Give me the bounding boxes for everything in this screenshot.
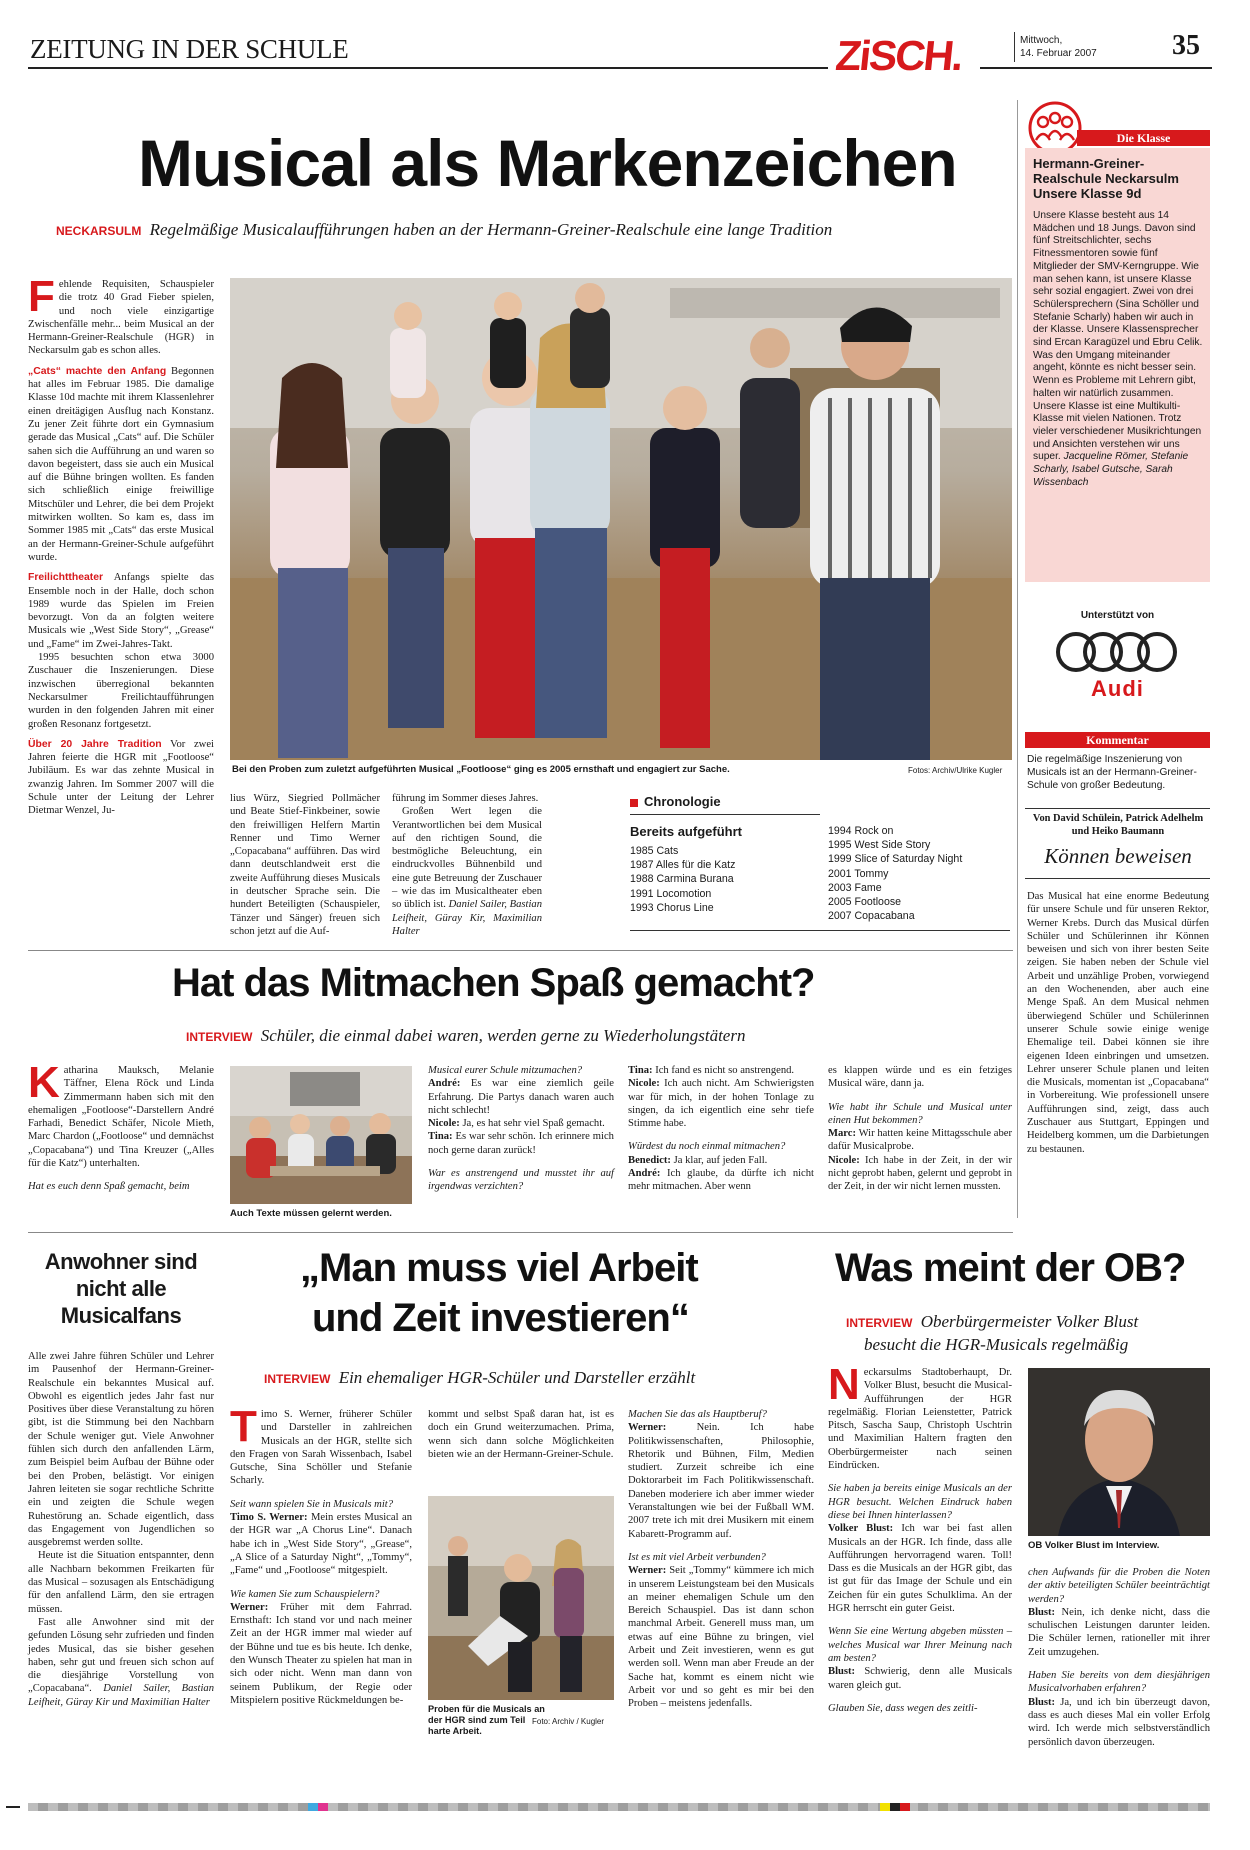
ob-photo-caption: OB Volker Blust im Interview. bbox=[1028, 1540, 1160, 1551]
chronologie-item: 1987 Alles für die Katz bbox=[630, 859, 736, 872]
chronologie-item: 2007 Copacabana bbox=[828, 910, 915, 923]
students-illustration bbox=[230, 1066, 412, 1204]
main-col-2 bbox=[230, 792, 380, 938]
main-photo-credit: Fotos: Archiv/Ulrike Kugler bbox=[908, 766, 1003, 775]
main-p4: 1995 besuchten schon etwa 3000 Zuschauer die Inszenierungen. Diese inzwischen überregional bekannten Neckarsulmer Freilichtaufführungen wurden in den folgenden Jahren mit einer großen Resonanz fortgesetzt. bbox=[28, 652, 214, 730]
print-bar-cyan bbox=[308, 1803, 318, 1811]
answer: Wir hatten keine Mittagsschule aber dafür Musicalprobe. bbox=[828, 1128, 1012, 1153]
print-bar-red bbox=[900, 1803, 910, 1811]
chronologie-item: 1988 Carmina Burana bbox=[630, 873, 734, 886]
ob-photo-portrait bbox=[1028, 1368, 1210, 1536]
section-rule-2 bbox=[28, 1232, 1013, 1233]
speaker: Blust: bbox=[1028, 1696, 1056, 1708]
ob-col-1 bbox=[828, 1360, 1012, 1715]
print-bar bbox=[28, 1803, 1210, 1811]
answer: Ich glaube, da dürfte ich nicht mehr mitmachen. Aber wenn bbox=[628, 1168, 814, 1193]
sponsor-label: Unterstützt von bbox=[1080, 610, 1155, 621]
speaker: Werner: bbox=[230, 1601, 269, 1613]
spass-col-3 bbox=[628, 1064, 814, 1194]
kommentar-title: Können beweisen bbox=[1044, 844, 1192, 868]
answer: Ja, es hat sehr viel Spaß gemacht. bbox=[462, 1118, 605, 1130]
speaker: Timo S. Werner: bbox=[230, 1512, 308, 1524]
arbeit-col-1 bbox=[230, 1402, 413, 1707]
spass-col-1 bbox=[28, 1058, 214, 1194]
arbeit-q1: Seit wann spielen Sie in Musicals mit? bbox=[230, 1498, 394, 1510]
section-title: ZEITUNG IN DER SCHULE bbox=[30, 34, 349, 64]
chronologie-title: Chronologie bbox=[644, 794, 721, 809]
chronologie-bottom-rule bbox=[630, 930, 1010, 931]
ob-headline: Was meint der OB? bbox=[835, 1246, 1186, 1290]
masthead-rule bbox=[28, 67, 828, 69]
speaker: André: bbox=[428, 1078, 461, 1090]
main-subheadline bbox=[56, 220, 832, 240]
anwohner-headline: Anwohner sind nicht alle Musicalfans bbox=[44, 1249, 198, 1328]
main-p7: führung im Sommer dieses Jahres. bbox=[392, 793, 539, 804]
chronologie-item: 2005 Footloose bbox=[828, 896, 902, 909]
anwohner-text bbox=[28, 1350, 214, 1709]
spass-sub-text: Schüler, die einmal dabei waren, werden gerne zu Wiederholungstätern bbox=[260, 1026, 746, 1045]
spass-col-4 bbox=[828, 1064, 1012, 1194]
answer: Mein erstes Musical an der HGR war „A Chorus Line“. Danach habe ich in „West Side Story“, „Grease“, „A Slice of a Saturday Night“, „Tommy“, „Fame“ und „Footloose“ mitgespielt. bbox=[230, 1512, 413, 1577]
anwohner-authors: Daniel Sailer, Bastian Leifheit, Güray Kir und Maximilian Halter bbox=[28, 1683, 215, 1708]
speaker: Marc: bbox=[828, 1128, 857, 1140]
answer: Ich fand es nicht so anstrengend. bbox=[655, 1065, 795, 1076]
spass-c3-q: Würdest du noch einmal mitmachen? bbox=[628, 1141, 786, 1153]
ob-q1: Sie haben ja bereits einige Musicals an der HGR besucht. Welchen Eindruck haben diese bei Ihnen hinterlassen? bbox=[828, 1483, 1012, 1521]
chronologie-item: 1993 Chorus Line bbox=[630, 901, 714, 914]
main-photo-caption: Bei den Proben zum zuletzt aufgeführten Musical „Footloose“ ging es 2005 ernsthaft und engagiert zur Sache. bbox=[232, 764, 730, 775]
spass-intro: atharina Mauksch, Melanie Täffner, Elena Röck und Linda Zimmermann haben sich mit den ehemaligen „Footloose“-Darstellern André Farhadi, Benedict Schäfer, Nicole Mieth, Marc Chardon („Footloose“ und demnächst „Copacabana“) und Tina Kreuzer („Alles für die Katz“) unterhalten. bbox=[28, 1065, 214, 1170]
main-p5: Vor zwei Jahren feierte die HGR mit „Footloose“ Jubiläum. Es war das zehnte Musical in zwanzig Jahren. Im Sommer 2007 will die Schule unter der Leitung der Lehrer Dietmar Wenzel, Ju- bbox=[28, 738, 214, 817]
anwohner-p2: Heute ist die Situation entspannter, denn alle Nachbarn bekommen Freikarten für das Musical – sozusagen als Entschädigung für den anfallend Lärm, den sie ertragen müssen. bbox=[28, 1550, 214, 1615]
date-divider bbox=[1014, 32, 1015, 62]
chronologie-item: 1994 Rock on bbox=[828, 825, 894, 837]
spass-c2-q: Musical eurer Schule mitzumachen? bbox=[428, 1065, 583, 1076]
audi-rings-icon bbox=[1052, 627, 1182, 677]
main-p3: Anfangs spielte das Ensemble noch in der Halle, doch schon 1989 wurde das Spielen im Freien bevorzugt. Von da an folgten weitere Musicals wie „West Side Story“, „Grease“ und „Fame“ im Zwei-Jahres-Takt. bbox=[28, 572, 214, 650]
speaker: Nicole: bbox=[828, 1154, 860, 1166]
arbeit-headline-2: und Zeit investieren“ bbox=[312, 1296, 689, 1340]
dancers-illustration bbox=[230, 278, 1012, 760]
main-h3: Freilichttheater bbox=[28, 572, 104, 584]
arbeit-col-3 bbox=[628, 1408, 814, 1711]
answer: Ja, und ich bin überzeugt davon, dass es auch dieses Mal ein voller Erfolg wird. Ich werde mich selbstverständlich persönlich davon überzeugen. bbox=[1028, 1696, 1210, 1748]
answer: Nein, ich denke nicht, dass die schulischen Leistungen darunter leiden. Die Schüler lernen, rationeller mit ihrer Zeit umzugehen. bbox=[1028, 1606, 1210, 1658]
ob-subheadline-1 bbox=[846, 1312, 1138, 1332]
speaker: Volker Blust: bbox=[828, 1523, 894, 1535]
ob-c2-q: chen Aufwands für die Proben die Noten der aktiv beteiligten Schüler beeinträchtigt werden? bbox=[1028, 1567, 1210, 1605]
speaker: Tina: bbox=[428, 1131, 453, 1143]
ob-intro: eckarsulms Stadtoberhaupt, Dr. Volker Blust, besucht die Musical-Aufführungen der HGR regelmäßig. Florian Leienstetter, Patrick Pitsch, Sascha Saup, Christoph Uschtrin und Maximilian Haltern fragten den Oberbürgermeister nach seinen Eindrücken. bbox=[828, 1367, 1012, 1472]
arbeit-dropcap: T bbox=[230, 1402, 257, 1451]
main-sub-text: Regelmäßige Musicalaufführungen haben an der Hermann-Greiner-Realschule eine lange Tradition bbox=[149, 220, 833, 239]
arbeit-q3: Machen Sie das als Hauptberuf? bbox=[628, 1409, 767, 1420]
klasse-title: Hermann-Greiner-Realschule Neckarsulm Unsere Klasse 9d bbox=[1033, 156, 1179, 201]
chronologie-item: 1985 Cats bbox=[630, 845, 679, 857]
crop-mark bbox=[6, 1806, 20, 1808]
column-rule bbox=[1017, 100, 1018, 1218]
kommentar-rule-2 bbox=[1025, 878, 1210, 879]
main-photo-footloose bbox=[230, 278, 1012, 760]
answer: Früher mit dem Fahrrad. Ernsthaft: Ich stand vor und nach meiner Zeit an der HGR immer mal wieder auf der Bühne und tue es bis heute. Ich denke, den Wunsch Theater zu spielen hat man in sich oder nicht. Wenn man dann von seinem Publikum, der Regie oder Mitspielern positive Rückmeldungen be- bbox=[230, 1601, 412, 1706]
issue-day: Mittwoch, bbox=[1020, 35, 1063, 46]
main-col-3 bbox=[392, 792, 542, 938]
main-kicker: NECKARSULM bbox=[56, 224, 142, 238]
zisch-logo: ZiSCH. bbox=[833, 32, 965, 79]
main-p1: ehlende Requisiten, Schauspieler die trotz 40 Grad Fieber spielen, und noch viele einzigartige Zwischenfälle mehr... beim Musical an der Hermann-Greiner-Realschule (HGR) in Neckarsulm gab es schon alles. bbox=[28, 279, 214, 357]
klasse-text bbox=[1033, 210, 1203, 489]
anwohner-p1: Alle zwei Jahre führen Schüler und Lehrer im Pausenhof der Hermann-Greiner-Realschule ein bekanntes Musical auf. Obwohl es eigentlich jedes Jahr fast nur Positives über diese Veranstaltung zu hören gibt, ist die Stimmung bei den Nachbarn der Schule weniger gut. Viele Anwohner fühlen sich durch den anfallenden Lärm, zum Beispiel beim Aufbau der Bühne oder bei den Proben, belästigt. Vor einigen Jahren leiteten sie sogar rechtliche Schritte ein und zeigten die Schule wegen Ruhestörung an. Schade eigentlich, dass das Engagement von Jugendlichen so ausgebremst werden sollte. bbox=[28, 1351, 214, 1549]
answer: Nein. Ich habe Politikwissenschaften, Philosophie, Rhetorik und Bühnen, Film, Medien studiert. Zurzeit schreibe ich eine Doktorarbeit im Fach Politikwissenschaft. Daneben moderiere ich aber immer wieder Veranstaltungen wie bei der Fußball WM. 2007 trete ich mit drei Musikern mit einem Kabarett-Programm auf. bbox=[628, 1422, 814, 1540]
answer: Ich habe in der Zeit, in der wir nicht geprobt haben, gelernt und geprobt in der Zeit, in der wir nicht lernen mussten. bbox=[828, 1154, 1012, 1193]
klasse-authors: Jacqueline Römer, Stefanie Scharly, Isabel Gutsche, Sarah Wissenbach bbox=[1033, 451, 1189, 488]
print-bar-magenta bbox=[318, 1803, 328, 1811]
spass-dropcap: K bbox=[28, 1058, 60, 1107]
klasse-label: Die Klasse bbox=[1116, 131, 1171, 145]
masthead bbox=[28, 28, 1213, 79]
arbeit-intro: imo S. Werner, früherer Schüler und Darsteller in zahlreichen Musicals an der HGR, stellte sich den Fragen von Sarah Wissenbach, Isabel Gutsche, Sina Schöller und Stefanie Scharly. bbox=[230, 1409, 412, 1487]
klasse-body: Unsere Klasse besteht aus 14 Mädchen und 18 Jungs. Davon sind fünf Streitschlichter, sechs Fitnessmentoren sowie fünf Mitglieder der SMV-Kerngruppe. Wie man sehen kann, ist unsere Klasse sehr sozial engagiert. Zwei von drei Schülersprechern (Sina Schöller und Stefanie Scharly) haben wir auch in der Klasse. Unsere Klassensprecher sind Ercan Karagüzel und Ebru Celik. Was den Umgang miteinander angeht, könnte es nicht besser sein. Wenn es Probleme mit Lehrern gibt, halten wir natürlich zusammen. Unsere Klasse ist eine Multikulti-Klasse mit vielen Nationen. Trotz vieler verschiedener Musikrichtungen und Ansichten verstehen wir uns super. bbox=[1033, 210, 1203, 463]
chronologie-heading: Bereits aufgeführt bbox=[630, 824, 742, 839]
spass-c4-p: es klappen würde und es ein fetziges Musical wäre, dann ja. bbox=[828, 1065, 1012, 1090]
kommentar-text: Das Musical hat eine enorme Bedeutung für unsere Schule und für unseren Rektor, Werner Krebs. Durch das Musical dürfen Schüler und Schülerinnen ihr Können beweisen und sich von ihrer besten Seite zeigen. Sie haben neben der Schule viel Arbeit und unzählige Proben, vorwiegend an den Wochenenden, aber auch eine Menge Spaß. An dem Musical nehmen überwiegend Schüler und Schülerinnen unserer Schule sowie einige wenige Ehemalige teil. Dabei können sie ihre eigenen Ideen einbringen und umsetzen. Lehrer unserer Schule planen und leiten die Musicals, momentan ist „Copacabana“ in Vorbereitung. Wie professionell unsere Aufführungen sind, zeigt, dass auch Zuschauer aus Stuttgart, Eppingen und Heidelberg kommen, um die Darbietungen zu bestaunen. bbox=[1027, 891, 1209, 1155]
kommentar-label: Kommentar bbox=[1025, 732, 1210, 748]
answer: Seit „Tommy“ kümmere ich mich in unserem Leistungsteam bei den Musicals an meiner ehemaligen Schule um den Bereich Schauspiel. Das ist dann schon manchmal Arbeit. Generell muss man, um etwas auf eine Bühne zu bringen, viel Arbeit und Zeit investieren, wenn es gut werden soll. Wenn man aber Freude an der Sache hat, kommt es einem nicht wie Arbeit vor und so geht es mir bei den Proben – meistens jedenfalls. bbox=[628, 1565, 814, 1710]
chronologie-item: 1999 Slice of Saturday Night bbox=[828, 853, 963, 866]
chronologie-list-right bbox=[828, 824, 962, 923]
masthead-rule-right bbox=[980, 67, 1212, 69]
main-col-1 bbox=[28, 272, 215, 818]
ob-q2: Wenn Sie eine Wertung abgeben müssten – welches Musical war Ihrer Meinung nach am besten? bbox=[828, 1626, 1012, 1664]
arbeit-q2: Wie kamen Sie zum Schauspielern? bbox=[230, 1588, 380, 1600]
ob-subheadline-2: besucht die HGR-Musicals regelmäßig bbox=[864, 1335, 1129, 1354]
speaker: Blust: bbox=[1028, 1606, 1056, 1618]
print-bar-yellow bbox=[880, 1803, 890, 1811]
spass-headline: Hat das Mitmachen Spaß gemacht? bbox=[172, 961, 815, 1005]
arbeit-q4: Ist es mit viel Arbeit verbunden? bbox=[628, 1551, 766, 1563]
ob-sub-text-1: Oberbürgermeister Volker Blust bbox=[920, 1312, 1139, 1331]
spass-q1: Hat es euch denn Spaß gemacht, beim bbox=[28, 1181, 190, 1193]
main-h2: „Cats“ machte den Anfang bbox=[28, 365, 167, 377]
main-p8: Großen Wert legen die Verantwortlichen bei dem Musical auf den richtigen Sound, die bestmögliche Beleuchtung, ein eindruckvolles Bühnenbild und eine gute Betreuung der Zuschauer – wie das im Musicaltheater eben so üblich ist. bbox=[392, 806, 542, 911]
ob-kicker: INTERVIEW bbox=[846, 1316, 913, 1330]
arbeit-headline-1: „Man muss viel Arbeit bbox=[300, 1246, 698, 1290]
arbeit-col-2 bbox=[428, 1408, 614, 1461]
arbeit-photo-rehearsal bbox=[428, 1496, 614, 1700]
kommentar-intro: Die regelmäßige Inszenierung von Musicals ist an der Hermann-Greiner-Schule von großer Bedeutung. bbox=[1027, 754, 1197, 791]
spass-photo-learning bbox=[230, 1066, 412, 1204]
answer: Ja klar, auf jeden Fall. bbox=[673, 1154, 768, 1166]
klasse-box bbox=[1025, 100, 1210, 582]
rehearsal-illustration bbox=[428, 1496, 614, 1700]
spass-c4-q: Wie habt ihr Schule und Musical unter einen Hut bekommen? bbox=[828, 1101, 1012, 1126]
answer: Es war eine ziemlich geile Erfahrung. Die Partys danach waren auch nicht schlecht! bbox=[428, 1078, 614, 1116]
section-rule-1 bbox=[28, 950, 1013, 951]
chronologie-box bbox=[630, 794, 1010, 934]
portrait-illustration bbox=[1028, 1368, 1210, 1536]
speaker: Nicole: bbox=[428, 1118, 460, 1130]
main-p6: lius Würz, Siegried Pollmächer und Beate Stief-Finkbeiner, sowie den freiwilligen Helfern Martin Renner und Timo Werner „Copacabana“ aufführen. Das wird dann deutschlandweit erst die zweite Aufführung dieses Musicals in deutscher Sprache sein. Die hundert Beteiligten (Schauspieler, Tänzer und Sänger) freuen sich schon jetzt auf die Auf- bbox=[230, 793, 380, 937]
spass-col-2 bbox=[428, 1064, 614, 1194]
chronologie-bullet bbox=[630, 799, 638, 807]
answer: Es war sehr schön. Ich erinnere mich noch gerne daran zurück! bbox=[428, 1131, 614, 1156]
speaker: André: bbox=[628, 1168, 661, 1180]
answer: Ich auch nicht. Am Schwierigsten war für mich, in der hohen Tonlage zu singen, da ich eigentlich eine sehr tiefe Stimme habe. bbox=[628, 1078, 814, 1130]
chronologie-rule bbox=[630, 814, 820, 815]
main-dropcap: F bbox=[28, 272, 55, 321]
speaker: Nicole: bbox=[628, 1078, 660, 1090]
arbeit-sub-text: Ein ehemaliger HGR-Schüler und Darsteller erzählt bbox=[338, 1368, 696, 1387]
anwohner-p3: Fast alle Anwohner sind mit der gefunden Lösung sehr zufrieden und finden jedes Musical, das sie bisher gesehen haben, sehr gut und freuen sich schon auf die diesjährige Vorstellung von „Copacabana“. bbox=[28, 1616, 214, 1695]
spass-photo-caption: Auch Texte müssen gelernt werden. bbox=[230, 1208, 392, 1219]
print-bar-black bbox=[890, 1803, 900, 1811]
chronologie-item: 1995 West Side Story bbox=[828, 839, 931, 852]
arbeit-photo-credit: Foto: Archiv / Kugler bbox=[532, 1717, 605, 1726]
speaker: Werner: bbox=[628, 1422, 667, 1434]
answer: Ich war bei fast allen Musicals an der HGR. Ich finde, dass alle Aufführungen hervorragend waren. Toll! Dass es die Musicals an der HGR gibt, das ist gut für das Image der Schule und ein Zeichen für ein gutes Schulklima. An der HGR herrscht ein guter Geist. bbox=[828, 1523, 1012, 1615]
ob-col-2 bbox=[1028, 1566, 1210, 1749]
ob-dropcap: N bbox=[828, 1360, 860, 1409]
kommentar-byline: Von David Schülein, Patrick Adelhelm und Heiko Baumann bbox=[1032, 813, 1204, 837]
arbeit-c2: kommt und selbst Spaß daran hat, ist es doch ein Grund weiterzumachen. Prima, wenn sich dann solche Möglichkeiten bieten wie an der Hermann-Greiner-Schule. bbox=[428, 1409, 614, 1460]
kommentar-rule bbox=[1025, 808, 1210, 809]
page-number: 35 bbox=[1172, 30, 1200, 61]
chronologie-item: 2001 Tommy bbox=[828, 867, 889, 880]
main-p2: Begonnen hat alles im Februar 1985. Die damalige Klasse 10d machte mit ihrem Klassenlehrer einen dreitägigen Ausflug nach Konstanz. Zu jener Zeit führte dort ein Gymnasium gerade das Musical „Cats“ auf. Die Schüler sahen sich die Aufführung an und waren so davon begeistert, dass sie auch ein Musical auf die Bühne bringen wollten. Es fanden sich schließlich einige freiwillige Mitschüler und Lehrer, die bei dem Projekt mitwirken wollten. So kam es, dass im Sommer 1985 mit „Cats“ das erste Musical an der Hermann-Greiner-Schule aufgeführt wurde. bbox=[28, 365, 215, 563]
speaker: Werner: bbox=[628, 1565, 667, 1577]
arbeit-photo-caption: Proben für die Musicals an der HGR sind zum Teil harte Arbeit. bbox=[428, 1704, 545, 1736]
chronologie-item: 2003 Fame bbox=[828, 881, 882, 894]
main-authors: Daniel Sailer, Bastian Leifheit, Güray Kir, Maximilian Halter bbox=[392, 899, 543, 937]
answer: Schwierig, denn alle Musicals waren gleich gut. bbox=[828, 1666, 1012, 1691]
speaker: Tina: bbox=[628, 1065, 653, 1076]
speaker: Benedict: bbox=[628, 1154, 671, 1166]
ob-q3: Glauben Sie, dass wegen des zeitli- bbox=[828, 1702, 978, 1714]
spass-kicker: INTERVIEW bbox=[186, 1030, 253, 1044]
main-headline: Musical als Markenzeichen bbox=[138, 126, 957, 200]
chronologie-item: 1991 Locomotion bbox=[630, 887, 712, 900]
speaker: Blust: bbox=[828, 1666, 856, 1678]
spass-subheadline bbox=[186, 1026, 745, 1046]
arbeit-kicker: INTERVIEW bbox=[264, 1372, 331, 1386]
spass-c2-q2: War es anstrengend und musstet ihr auf irgendwas verzichten? bbox=[428, 1168, 614, 1193]
arbeit-subheadline bbox=[264, 1368, 695, 1388]
chronologie-list-left bbox=[630, 844, 735, 915]
audi-wordmark: Audi bbox=[1091, 676, 1144, 701]
issue-date: 14. Februar 2007 bbox=[1020, 48, 1097, 59]
main-h4: Über 20 Jahre Tradition bbox=[28, 738, 162, 750]
ob-c2-q2: Haben Sie bereits von dem diesjährigen Musicalvorhaben erfahren? bbox=[1028, 1670, 1210, 1695]
